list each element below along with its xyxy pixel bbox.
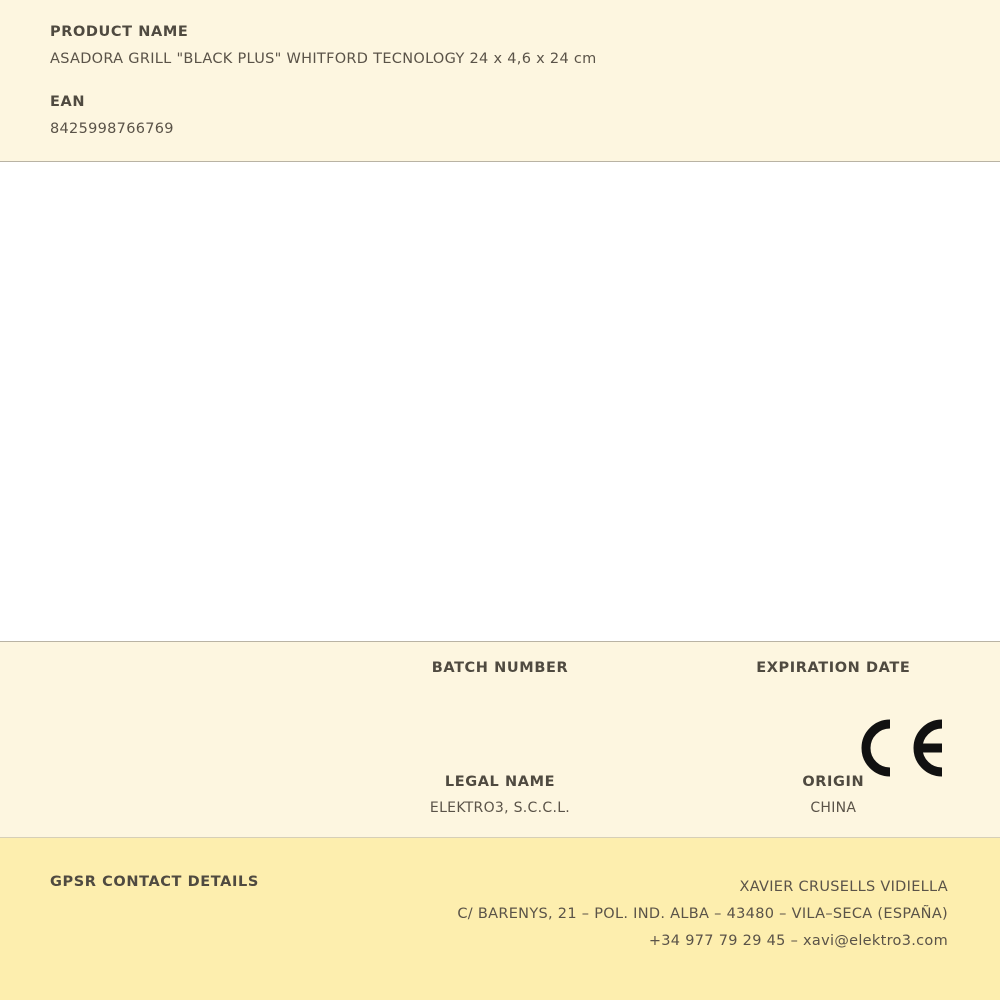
origin-label: ORIGIN <box>802 774 865 790</box>
legal-name-field <box>333 774 666 816</box>
legal-name-label: LEGAL NAME <box>444 774 556 790</box>
origin-field <box>667 774 1000 816</box>
batch-number-value <box>333 686 666 702</box>
ean-value: 8425998766769 <box>50 121 174 137</box>
ce-marking-icon <box>856 718 948 778</box>
product-name-value: ASADORA GRILL "BLACK PLUS" WHITFORD TECNOLOGY 24 x 4,6 x 24 cm <box>50 51 597 67</box>
product-image-area <box>0 162 1000 642</box>
product-name-label: PRODUCT NAME <box>50 24 189 40</box>
info-row-legal <box>0 774 1000 816</box>
ean-label: EAN <box>50 94 86 110</box>
expiration-date-field <box>667 660 1000 702</box>
gpsr-contact-address: C/ BARENYS, 21 – POL. IND. ALBA – 43480 – VILA–SECA (ESPAÑA) <box>457 906 948 922</box>
product-header-section <box>0 0 1000 162</box>
expiration-date-label: EXPIRATION DATE <box>756 660 911 676</box>
info-row-batch <box>0 660 1000 702</box>
product-name-field <box>50 24 950 67</box>
product-info-section <box>0 642 1000 838</box>
origin-value: CHINA <box>810 800 857 816</box>
ean-field <box>50 94 950 137</box>
batch-number-field <box>333 660 666 702</box>
gpsr-contact-label: GPSR CONTACT DETAILS <box>50 874 259 890</box>
info-cell-spacer-left-2 <box>0 774 333 816</box>
batch-number-label: BATCH NUMBER <box>431 660 569 676</box>
gpsr-contact-details <box>457 874 948 955</box>
info-cell-spacer-left <box>0 660 333 702</box>
expiration-date-value <box>667 686 1000 702</box>
gpsr-contact-phone-email: +34 977 79 29 45 – xavi@elektro3.com <box>648 933 948 949</box>
legal-name-value: ELEKTRO3, S.C.C.L. <box>429 800 571 816</box>
gpsr-contact-section <box>0 838 1000 1000</box>
gpsr-contact-name: XAVIER CRUSELLS VIDIELLA <box>739 879 948 895</box>
